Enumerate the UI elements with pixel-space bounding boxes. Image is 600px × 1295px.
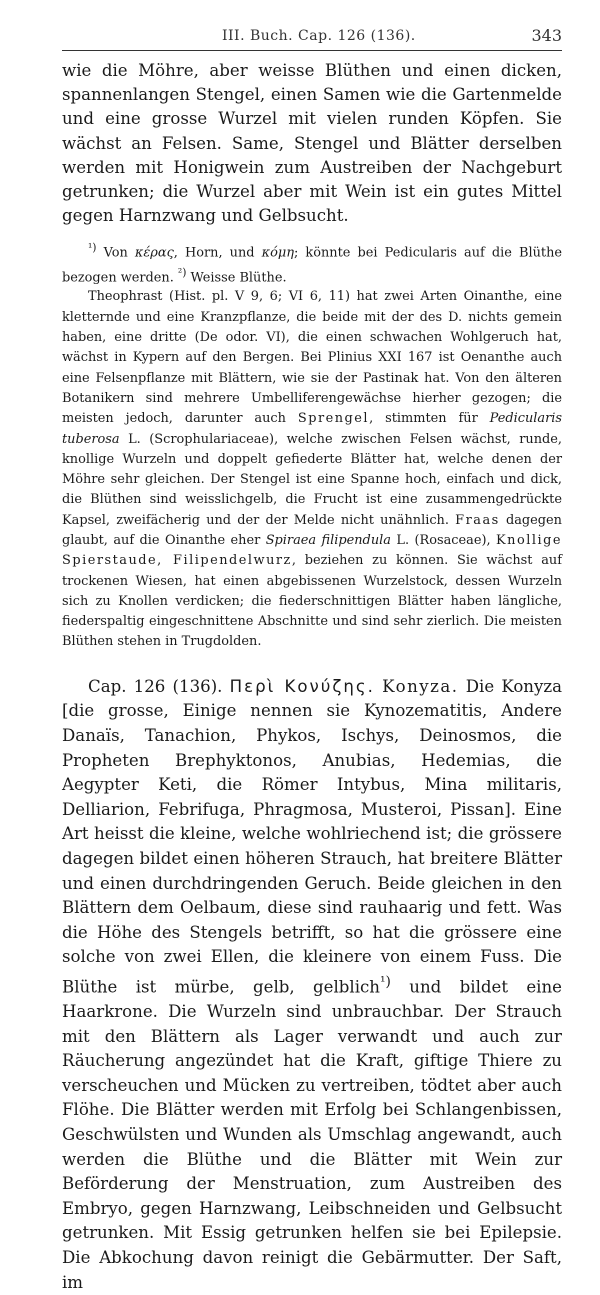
chapter-paragraph — [62, 675, 562, 1295]
footnote-2-text: Weisse Blüthe. — [186, 270, 287, 286]
chapter-latin-title: Konyza. — [382, 676, 459, 696]
footnote-1-greek-1: κέρας — [134, 245, 174, 261]
running-head-title: III. Buch. Cap. 126 (136). — [222, 28, 416, 44]
commentary-text-4: dagegen glaubt, auf die Oinanthe eher — [62, 512, 562, 548]
author-fraas: Fraas — [455, 512, 500, 528]
species-spiraea: Spiraea filipendula — [265, 532, 391, 548]
page-number: 343 — [531, 26, 562, 45]
author-sprengel: Sprengel — [297, 411, 370, 427]
footnote-2-marker: ²) — [177, 265, 187, 279]
footnote-1-text-a: Von — [96, 245, 135, 261]
running-head — [62, 22, 562, 48]
commentary-text-5: L. (Rosaceae), — [390, 532, 497, 548]
chapter-text-a: Die Konyza [die grosse, Einige nennen sie Kynozematitis, Andere Danaïs, Tanachion, Phykos, Ischys, Deinosmos, die Propheten Brephyktonos, Anubias, Hedemias, die Aegypter Keti, die Römer Intybus, Mina militaris, Delliarion, Febrifuga, Phragmosa, Musteroi, Pissan]. Eine Art heisst die kleine, welche wohlriechend ist; die grössere dagegen bildet einen höheren Strauch, hat breitere Blätter und einen durchdringenden Geruch. Beide gleichen in den Blättern dem Oelbaum, diese sind rauhaarig und fett. Was die Höhe des Stengels betrifft, so hat die grössere eine solche von zwei Ellen, die kleinere von einem Fuss. Die Blüthe ist mürbe, gelb, gelblich — [62, 676, 563, 997]
chapter-greek-title: Περὶ Κονύζης. — [229, 676, 375, 696]
footnotes — [62, 238, 562, 287]
species-pedicularis: Pedicularis tuberosa — [62, 411, 562, 447]
commentary-paragraph — [62, 287, 562, 652]
chapter-text-b: und bildet eine Haarkrone. Die Wurzeln sind unbrauchbar. Der Strauch mit den Blättern als Lager verwandt und auch zur Räucherung angezündet hat die Kraft, giftige Thiere zu verscheuchen und Mücken zu vertreiben, tödtet aber auch Flöhe. Die Blätter werden mit Erfolg bei Schlangenbissen, Geschwülsten und Wunden als Umschlag angewandt, auch werden die Blüthe und die Blätter mit Wein zur Beförderung der Menstruation, zum Austreiben des Embryo, gegen Harnzwang, Leibschneiden und Gelbsucht getrunken. Mit Essig getrunken helfen sie bei Epilepsie. Die Abkochung davon reinigt die Gebärmutter. Der Saft, im — [62, 977, 562, 1292]
header-rule — [62, 50, 562, 51]
footnote-1-marker: ¹) — [88, 241, 97, 255]
footnote-1-greek-2: κόμη — [261, 245, 294, 261]
commentary-text-1: Theophrast (Hist. pl. V 9, 6; VI 6, 11) hat zwei Arten Oinanthe, eine kletternde und eine Kranzpflanze, die beide mit der des D. nichts gemein haben, eine dritte (De odor. VI), die einen schwachen Wohlgeruch hat, wächst in Kypern auf den Bergen. Bei Plinius XXI 167 ist Oenanthe auch eine Felsenpflanze mit Blättern, wie sie der Pastinak hat. Von den älteren Botanikern sind mehrere Umbelliferengewächse hierher gezogen; die meisten jedoch, darunter auch — [62, 289, 562, 427]
commentary-text-2: , stimmten für — [369, 411, 490, 427]
body-paragraph-continued: wie die Möhre, aber weisse Blüthen und einen dicken, spannenlangen Stengel, einen Samen wie die Gartenmelde und eine grosse Wurzel mit vielen runden Köpfen. Sie wächst an Felsen. Same, Stengel und Blätter derselben werden mit Honigwein zum Austreiben der Nachgeburt getrunken; die Wurzel aber mit Wein ist ein gutes Mittel gegen Harnzwang und Gelbsucht. — [62, 61, 562, 226]
footnote-1-text-c: ; könnte bei Pedicularis auf die Blüthe bezogen werden. — [62, 245, 563, 286]
commentary-text-3: L. (Scrophulariaceae), welche zwischen Felsen wächst, runde, knollige Wurzeln und doppelt gefiederte Blätter hat, welche denen der Möhre sehr gleichen. Der Stengel ist eine Spanne hoch, einfach und dick, die Blüthen sind weisslichgelb, die Frucht ist eine zusammengedrückte Kapsel, zweifächerig und der der Melde nicht unähnlich. — [62, 431, 562, 528]
common-names: Knollige Spierstaude, Filipendelwurz — [62, 532, 562, 569]
chapter-heading: Cap. 126 (136). — [88, 676, 223, 696]
chapter-footnote-marker: ¹) — [379, 973, 391, 990]
footnote-1-text-b: , Horn, und — [173, 245, 262, 261]
commentary-text-6: , beziehen zu können. Sie wächst auf trockenen Wiesen, hat einen abgebissenen Wurzelstock, dessen Wurzeln sich zu Knollen verdicken; die fiederschnittigen Blätter haben längliche, fiederspaltig eingeschnittene Abschnitte und sind sehr zierlich. Die meisten Blüthen stehen in Trugdolden. — [62, 553, 562, 650]
